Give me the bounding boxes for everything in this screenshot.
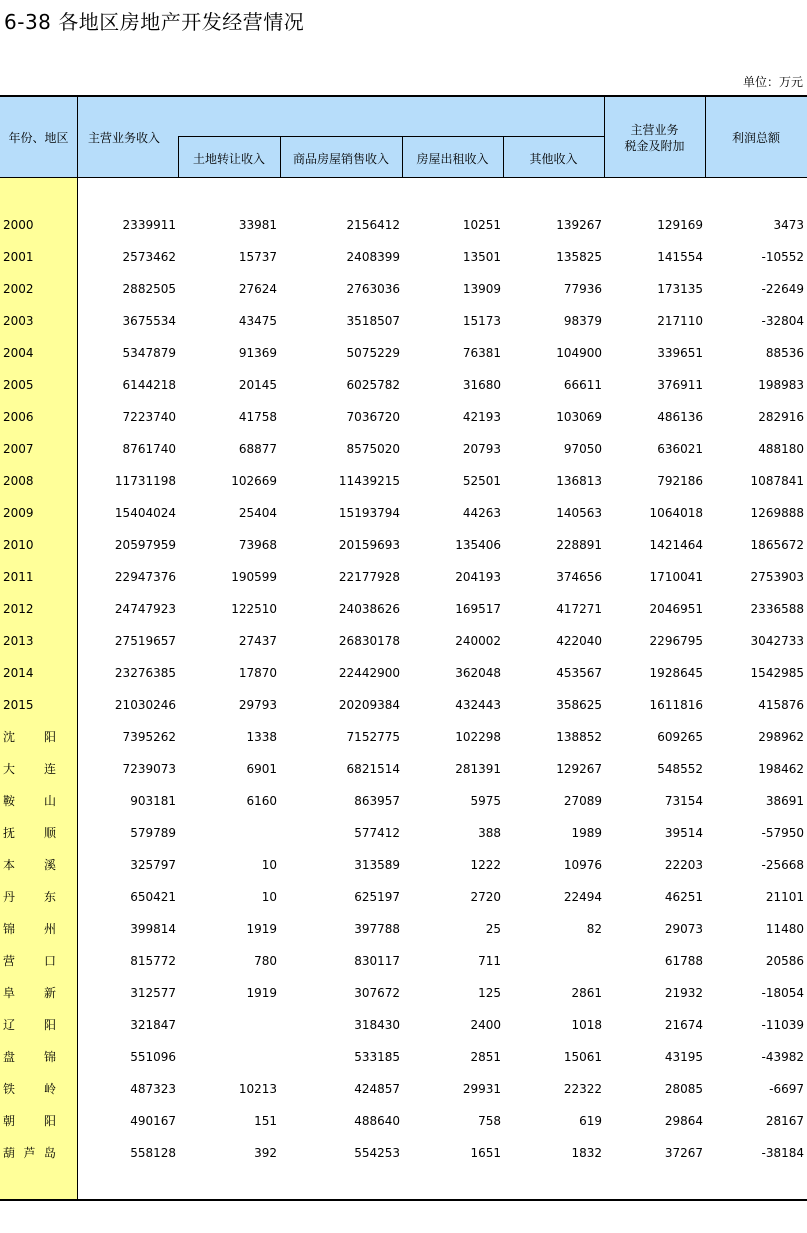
land-transfer-cell: 17870	[238, 666, 277, 680]
main-revenue-cell: 325797	[130, 858, 176, 872]
house-rent-cell: 31680	[462, 378, 501, 392]
house-sales-cell: 20209384	[338, 698, 400, 712]
other-revenue-cell: 1018	[571, 1018, 602, 1032]
profit-cell: 1865672	[750, 538, 804, 552]
land-transfer-cell: 15737	[238, 250, 277, 264]
house-sales-cell: 3518507	[346, 314, 400, 328]
house-rent-cell: 42193	[462, 410, 501, 424]
row-label: 丹 东	[3, 890, 56, 904]
house-rent-cell: 2720	[470, 890, 501, 904]
other-revenue-cell: 136813	[556, 474, 602, 488]
tax-cell: 1710041	[649, 570, 703, 584]
house-rent-cell: 76381	[462, 346, 501, 360]
house-rent-cell: 2851	[470, 1050, 501, 1064]
house-sales-cell: 863957	[354, 794, 400, 808]
land-transfer-cell: 780	[254, 954, 277, 968]
house-rent-cell: 1222	[470, 858, 501, 872]
house-sales-cell: 533185	[354, 1050, 400, 1064]
tax-cell: 486136	[657, 410, 703, 424]
header-bottom-border	[0, 177, 807, 178]
land-transfer-cell: 27437	[238, 634, 277, 648]
main-revenue-cell: 7395262	[122, 730, 176, 744]
profit-cell: 20586	[765, 954, 804, 968]
other-revenue-cell: 619	[579, 1114, 602, 1128]
house-sales-cell: 24038626	[338, 602, 400, 616]
land-transfer-cell: 27624	[238, 282, 277, 296]
house-rent-cell: 29931	[462, 1082, 501, 1096]
other-revenue-cell: 103069	[556, 410, 602, 424]
land-transfer-cell: 151	[254, 1114, 277, 1128]
tax-cell: 129169	[657, 218, 703, 232]
header-profit: 利润总额	[731, 131, 780, 145]
row-label: 鞍 山	[3, 794, 56, 808]
row-label: 2001	[3, 250, 34, 264]
profit-cell: -22649	[761, 282, 804, 296]
house-sales-cell: 7036720	[346, 410, 400, 424]
main-revenue-cell: 6144218	[122, 378, 176, 392]
land-transfer-cell: 6901	[246, 762, 277, 776]
other-revenue-cell: 453567	[556, 666, 602, 680]
row-label: 大 连	[3, 762, 56, 776]
main-revenue-cell: 15404024	[114, 506, 176, 520]
house-rent-cell: 44263	[462, 506, 501, 520]
house-sales-cell: 577412	[354, 826, 400, 840]
main-revenue-cell: 3675534	[122, 314, 176, 328]
tax-cell: 43195	[664, 1050, 703, 1064]
land-transfer-cell: 20145	[238, 378, 277, 392]
profit-cell: 1087841	[750, 474, 804, 488]
header-tax-line2: 税金及附加	[624, 139, 685, 153]
tax-cell: 636021	[657, 442, 703, 456]
main-revenue-cell: 7239073	[122, 762, 176, 776]
main-revenue-cell: 903181	[130, 794, 176, 808]
land-transfer-cell: 91369	[238, 346, 277, 360]
land-transfer-cell: 25404	[238, 506, 277, 520]
profit-cell: 282916	[758, 410, 804, 424]
house-rent-cell: 25	[485, 922, 501, 936]
house-sales-cell: 22442900	[338, 666, 400, 680]
land-transfer-cell: 392	[254, 1146, 277, 1160]
house-rent-cell: 281391	[455, 762, 501, 776]
row-label: 沈 阳	[3, 730, 56, 744]
profit-cell: -6697	[769, 1082, 804, 1096]
main-revenue-cell: 21030246	[114, 698, 176, 712]
house-rent-cell: 102298	[455, 730, 501, 744]
row-label: 2005	[3, 378, 34, 392]
land-transfer-cell: 190599	[231, 570, 277, 584]
other-revenue-cell: 139267	[556, 218, 602, 232]
row-label: 本 溪	[3, 858, 56, 872]
tax-cell: 339651	[657, 346, 703, 360]
house-rent-cell: 204193	[455, 570, 501, 584]
main-revenue-cell: 558128	[130, 1146, 176, 1160]
main-revenue-cell: 8761740	[122, 442, 176, 456]
unit-label: 单位：万元	[742, 75, 803, 89]
other-revenue-cell: 140563	[556, 506, 602, 520]
house-sales-cell: 424857	[354, 1082, 400, 1096]
main-revenue-cell: 579789	[130, 826, 176, 840]
tax-cell: 29864	[664, 1114, 703, 1128]
main-revenue-cell: 551096	[130, 1050, 176, 1064]
other-revenue-cell: 27089	[563, 794, 602, 808]
profit-cell: 28167	[765, 1114, 804, 1128]
other-revenue-cell: 66611	[563, 378, 602, 392]
profit-cell: 298962	[758, 730, 804, 744]
main-revenue-cell: 312577	[130, 986, 176, 1000]
tax-cell: 2046951	[649, 602, 703, 616]
main-revenue-cell: 24747923	[114, 602, 176, 616]
profit-cell: -43982	[761, 1050, 804, 1064]
row-label: 2013	[3, 634, 34, 648]
other-revenue-cell: 97050	[563, 442, 602, 456]
other-revenue-cell: 104900	[556, 346, 602, 360]
tax-cell: 28085	[664, 1082, 703, 1096]
tax-cell: 609265	[657, 730, 703, 744]
main-revenue-cell: 815772	[130, 954, 176, 968]
row-label: 铁 岭	[3, 1082, 56, 1096]
house-sales-cell: 318430	[354, 1018, 400, 1032]
header-tax-line1: 主营业务	[630, 123, 679, 137]
main-revenue-cell: 650421	[130, 890, 176, 904]
subheader-line	[178, 136, 605, 137]
row-label: 2009	[3, 506, 34, 520]
house-rent-cell: 388	[478, 826, 501, 840]
profit-cell: -25668	[761, 858, 804, 872]
row-label: 2010	[3, 538, 34, 552]
main-revenue-cell: 27519657	[114, 634, 176, 648]
house-rent-cell: 5975	[470, 794, 501, 808]
tax-cell: 376911	[657, 378, 703, 392]
tax-cell: 2296795	[649, 634, 703, 648]
house-sales-cell: 2408399	[346, 250, 400, 264]
house-sales-cell: 15193794	[338, 506, 400, 520]
house-sales-cell: 11439215	[338, 474, 400, 488]
house-rent-cell: 125	[478, 986, 501, 1000]
main-revenue-cell: 399814	[130, 922, 176, 936]
main-revenue-cell: 2573462	[122, 250, 176, 264]
row-label: 抚 顺	[3, 826, 56, 840]
profit-cell: -18054	[761, 986, 804, 1000]
tax-cell: 1421464	[649, 538, 703, 552]
profit-cell: 415876	[758, 698, 804, 712]
land-transfer-cell: 122510	[231, 602, 277, 616]
main-revenue-cell: 487323	[130, 1082, 176, 1096]
land-transfer-cell: 10	[261, 890, 277, 904]
header-year-region: 年份、地区	[8, 131, 69, 145]
header-top-border	[0, 95, 807, 97]
row-label: 2011	[3, 570, 34, 584]
land-transfer-cell: 1338	[246, 730, 277, 744]
main-revenue-cell: 2339911	[122, 218, 176, 232]
other-revenue-cell: 417271	[556, 602, 602, 616]
other-revenue-cell: 2861	[571, 986, 602, 1000]
header-house-sales: 商品房屋销售收入	[292, 152, 389, 166]
header-house-rent: 房屋出租收入	[416, 152, 489, 166]
tax-cell: 37267	[664, 1146, 703, 1160]
other-revenue-cell: 15061	[563, 1050, 602, 1064]
row-label: 2014	[3, 666, 34, 680]
house-rent-cell: 432443	[455, 698, 501, 712]
land-transfer-cell: 43475	[238, 314, 277, 328]
row-label: 葫 芦 岛	[3, 1146, 56, 1160]
profit-cell: 2336588	[750, 602, 804, 616]
house-sales-cell: 6821514	[346, 762, 400, 776]
house-rent-cell: 169517	[455, 602, 501, 616]
main-revenue-cell: 11731198	[114, 474, 176, 488]
other-revenue-cell: 228891	[556, 538, 602, 552]
label-column-background	[0, 177, 77, 1199]
house-sales-cell: 22177928	[338, 570, 400, 584]
main-revenue-cell: 20597959	[114, 538, 176, 552]
profit-cell: -10552	[761, 250, 804, 264]
tax-cell: 21674	[664, 1018, 703, 1032]
other-revenue-cell: 129267	[556, 762, 602, 776]
row-label: 阜 新	[3, 986, 56, 1000]
house-sales-cell: 2156412	[346, 218, 400, 232]
other-revenue-cell: 22322	[563, 1082, 602, 1096]
other-revenue-cell: 135825	[556, 250, 602, 264]
house-rent-cell: 20793	[462, 442, 501, 456]
house-sales-cell: 554253	[354, 1146, 400, 1160]
profit-cell: 88536	[765, 346, 804, 360]
other-revenue-cell: 77936	[563, 282, 602, 296]
house-rent-cell: 240002	[455, 634, 501, 648]
other-revenue-cell: 1832	[571, 1146, 602, 1160]
tax-cell: 1928645	[649, 666, 703, 680]
row-label: 盘 锦	[3, 1050, 56, 1064]
other-revenue-cell: 10976	[563, 858, 602, 872]
house-rent-cell: 135406	[455, 538, 501, 552]
row-label: 2000	[3, 218, 34, 232]
table-bottom-border	[0, 1199, 807, 1201]
other-revenue-cell: 138852	[556, 730, 602, 744]
main-revenue-cell: 23276385	[114, 666, 176, 680]
house-sales-cell: 20159693	[338, 538, 400, 552]
profit-cell: -57950	[761, 826, 804, 840]
house-sales-cell: 26830178	[338, 634, 400, 648]
profit-cell: 198462	[758, 762, 804, 776]
house-rent-cell: 2400	[470, 1018, 501, 1032]
tax-cell: 792186	[657, 474, 703, 488]
profit-cell: -11039	[761, 1018, 804, 1032]
tax-cell: 73154	[664, 794, 703, 808]
house-rent-cell: 13909	[462, 282, 501, 296]
other-revenue-cell: 1989	[571, 826, 602, 840]
house-rent-cell: 10251	[462, 218, 501, 232]
other-revenue-cell: 98379	[563, 314, 602, 328]
other-revenue-cell: 422040	[556, 634, 602, 648]
profit-cell: -38184	[761, 1146, 804, 1160]
tax-cell: 141554	[657, 250, 703, 264]
header-main-revenue: 主营业务收入	[88, 131, 161, 145]
land-transfer-cell: 10213	[238, 1082, 277, 1096]
tax-cell: 29073	[664, 922, 703, 936]
profit-cell: 198983	[758, 378, 804, 392]
house-sales-cell: 5075229	[346, 346, 400, 360]
row-label: 营 口	[3, 954, 56, 968]
land-transfer-cell: 6160	[246, 794, 277, 808]
header-land-transfer: 土地转让收入	[192, 152, 265, 166]
land-transfer-cell: 102669	[231, 474, 277, 488]
house-rent-cell: 13501	[462, 250, 501, 264]
main-revenue-cell: 490167	[130, 1114, 176, 1128]
row-label: 2012	[3, 602, 34, 616]
profit-cell: 488180	[758, 442, 804, 456]
profit-cell: 1269888	[750, 506, 804, 520]
label-column-divider	[77, 95, 78, 1200]
house-sales-cell: 488640	[354, 1114, 400, 1128]
tax-cell: 548552	[657, 762, 703, 776]
other-revenue-cell: 374656	[556, 570, 602, 584]
house-rent-cell: 1651	[470, 1146, 501, 1160]
row-label: 锦 州	[3, 922, 56, 936]
house-sales-cell: 8575020	[346, 442, 400, 456]
tax-cell: 22203	[664, 858, 703, 872]
page-title: 6-38 各地区房地产开发经营情况	[4, 10, 305, 34]
land-transfer-cell: 68877	[238, 442, 277, 456]
row-label: 朝 阳	[3, 1114, 56, 1128]
other-revenue-cell: 358625	[556, 698, 602, 712]
land-transfer-cell: 73968	[238, 538, 277, 552]
house-sales-cell: 2763036	[346, 282, 400, 296]
row-label: 2008	[3, 474, 34, 488]
house-sales-cell: 307672	[354, 986, 400, 1000]
row-label: 2007	[3, 442, 34, 456]
house-sales-cell: 6025782	[346, 378, 400, 392]
house-rent-cell: 711	[478, 954, 501, 968]
main-revenue-cell: 22947376	[114, 570, 176, 584]
main-revenue-cell: 2882505	[122, 282, 176, 296]
tax-cell: 46251	[664, 890, 703, 904]
house-rent-cell: 15173	[462, 314, 501, 328]
house-sales-cell: 625197	[354, 890, 400, 904]
other-revenue-cell: 82	[586, 922, 602, 936]
land-transfer-cell: 33981	[238, 218, 277, 232]
row-label: 2003	[3, 314, 34, 328]
other-revenue-cell: 22494	[563, 890, 602, 904]
profit-cell: 3473	[773, 218, 804, 232]
profit-cell: 21101	[765, 890, 804, 904]
profit-cell: 38691	[765, 794, 804, 808]
header-other-revenue: 其他收入	[529, 152, 578, 166]
land-transfer-cell: 1919	[246, 986, 277, 1000]
row-label: 2002	[3, 282, 34, 296]
row-label: 2006	[3, 410, 34, 424]
row-label: 2015	[3, 698, 34, 712]
house-sales-cell: 313589	[354, 858, 400, 872]
tax-cell: 39514	[664, 826, 703, 840]
row-label: 2004	[3, 346, 34, 360]
land-transfer-cell: 1919	[246, 922, 277, 936]
profit-cell: 1542985	[750, 666, 804, 680]
house-sales-cell: 830117	[354, 954, 400, 968]
tax-cell: 21932	[664, 986, 703, 1000]
house-rent-cell: 52501	[462, 474, 501, 488]
land-transfer-cell: 41758	[238, 410, 277, 424]
profit-cell: 2753903	[750, 570, 804, 584]
house-rent-cell: 758	[478, 1114, 501, 1128]
house-rent-cell: 362048	[455, 666, 501, 680]
row-label: 辽 阳	[3, 1018, 56, 1032]
tax-cell: 1064018	[649, 506, 703, 520]
tax-cell: 61788	[664, 954, 703, 968]
main-revenue-cell: 321847	[130, 1018, 176, 1032]
tax-cell: 173135	[657, 282, 703, 296]
land-transfer-cell: 10	[261, 858, 277, 872]
main-revenue-cell: 5347879	[122, 346, 176, 360]
house-sales-cell: 397788	[354, 922, 400, 936]
profit-cell: 3042733	[750, 634, 804, 648]
profit-cell: 11480	[765, 922, 804, 936]
house-sales-cell: 7152775	[346, 730, 400, 744]
tax-cell: 217110	[657, 314, 703, 328]
main-revenue-cell: 7223740	[122, 410, 176, 424]
tax-cell: 1611816	[649, 698, 703, 712]
profit-cell: -32804	[761, 314, 804, 328]
land-transfer-cell: 29793	[238, 698, 277, 712]
